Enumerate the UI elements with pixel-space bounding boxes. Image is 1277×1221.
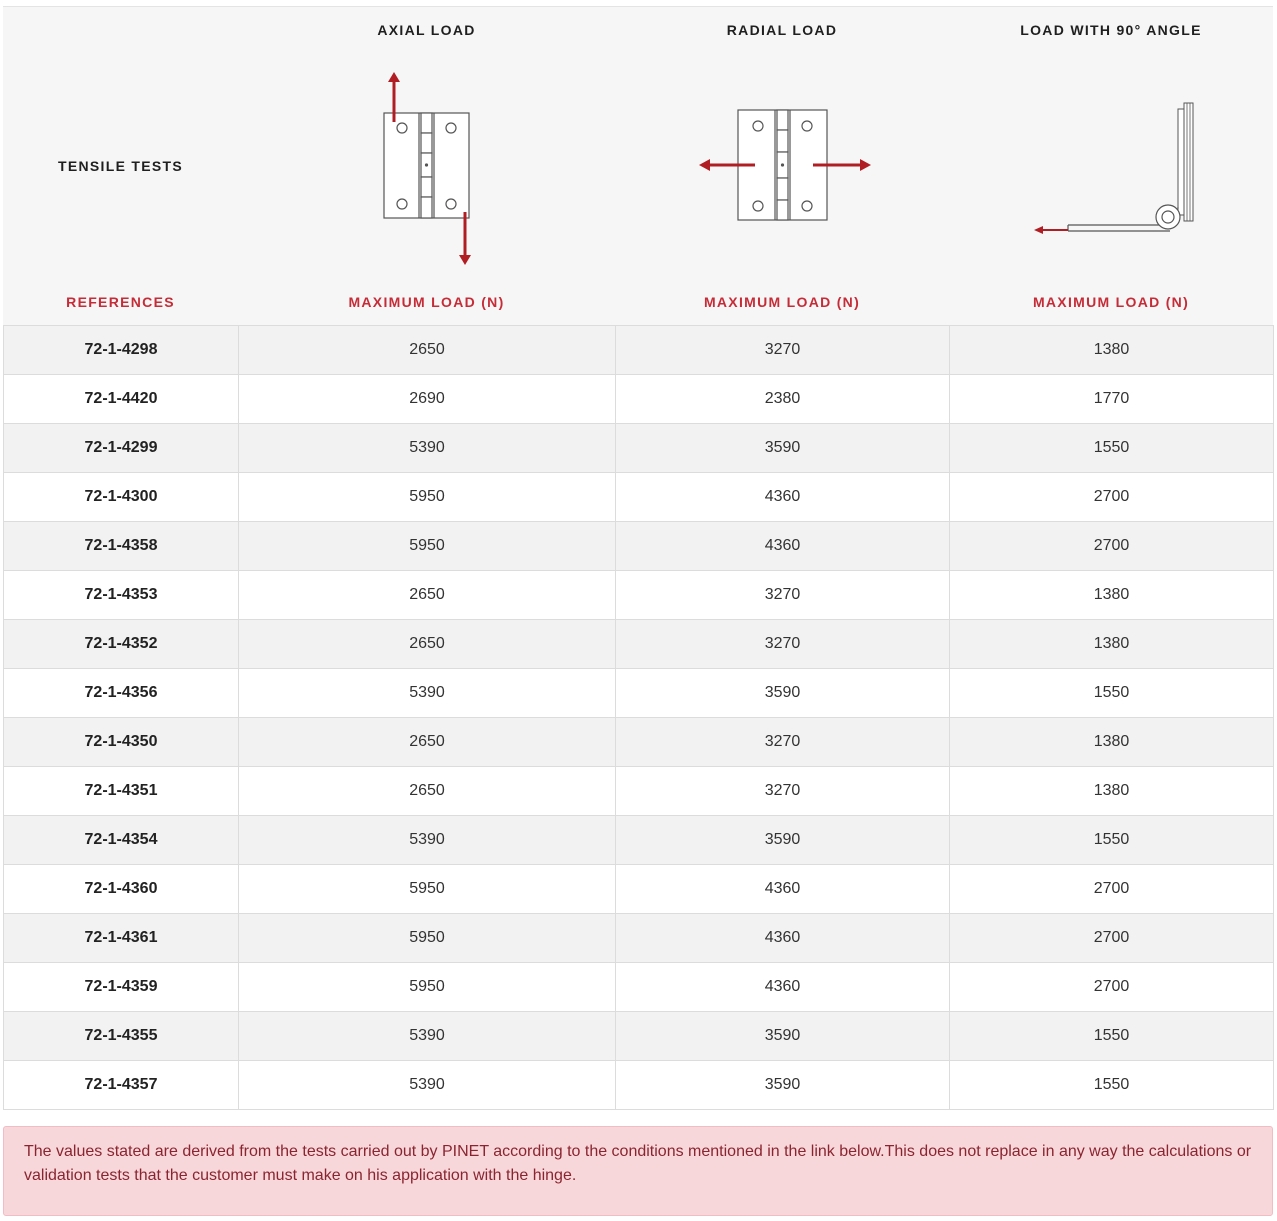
hinge-90-angle-load-icon xyxy=(1028,99,1198,239)
disclaimer-notice: The values stated are derived from the tests carried out by PINET according to the conditions mentioned in the link below.This does not replace in any way the calculations or validation tests that the customer must make on his application with the hinge. xyxy=(3,1126,1273,1216)
axial-max-load-header: MAXIMUM LOAD (N) xyxy=(348,294,505,310)
radial-load-cell: 3270 xyxy=(616,620,950,669)
table-row xyxy=(4,865,1274,914)
radial-load-cell: 4360 xyxy=(616,865,950,914)
axial-load-cell: 5950 xyxy=(239,522,616,571)
angle-load-cell: 1380 xyxy=(950,620,1274,669)
table-row xyxy=(4,326,1274,375)
table-row xyxy=(4,963,1274,1012)
angle-load-cell: 1550 xyxy=(950,1012,1274,1061)
reference-cell: 72-1-4358 xyxy=(4,522,239,571)
angle-load-cell: 1550 xyxy=(950,816,1274,865)
reference-cell: 72-1-4357 xyxy=(4,1061,239,1110)
reference-cell: 72-1-4300 xyxy=(4,473,239,522)
table-row xyxy=(4,718,1274,767)
table-row xyxy=(4,1012,1274,1061)
table-header xyxy=(3,6,1273,325)
references-header: REFERENCES xyxy=(66,294,175,310)
table-row xyxy=(4,620,1274,669)
axial-load-cell: 2690 xyxy=(239,375,616,424)
angle-load-cell: 2700 xyxy=(950,473,1274,522)
table-row xyxy=(4,1061,1274,1110)
tensile-tests-table xyxy=(3,6,1273,1110)
angle-load-title: LOAD WITH 90° ANGLE xyxy=(1020,22,1202,38)
axial-load-cell: 2650 xyxy=(239,718,616,767)
axial-load-title: AXIAL LOAD xyxy=(377,22,476,38)
angle-load-cell: 1550 xyxy=(950,669,1274,718)
axial-load-cell: 2650 xyxy=(239,326,616,375)
angle-load-cell: 1770 xyxy=(950,375,1274,424)
radial-load-cell: 3270 xyxy=(616,326,950,375)
radial-load-cell: 3270 xyxy=(616,767,950,816)
reference-cell: 72-1-4360 xyxy=(4,865,239,914)
angle-load-cell: 1380 xyxy=(950,767,1274,816)
axial-load-cell: 2650 xyxy=(239,571,616,620)
reference-cell: 72-1-4359 xyxy=(4,963,239,1012)
radial-max-load-header: MAXIMUM LOAD (N) xyxy=(703,294,861,310)
radial-load-cell: 3590 xyxy=(616,816,950,865)
reference-cell: 72-1-4420 xyxy=(4,375,239,424)
table-row xyxy=(4,522,1274,571)
reference-cell: 72-1-4298 xyxy=(4,326,239,375)
axial-load-cell: 5390 xyxy=(239,816,616,865)
radial-load-cell: 4360 xyxy=(616,522,950,571)
radial-load-title: RADIAL LOAD xyxy=(726,22,838,38)
axial-load-cell: 5390 xyxy=(239,669,616,718)
radial-load-cell: 4360 xyxy=(616,963,950,1012)
reference-cell: 72-1-4356 xyxy=(4,669,239,718)
table-row xyxy=(4,473,1274,522)
radial-load-cell: 3590 xyxy=(616,1012,950,1061)
reference-cell: 72-1-4353 xyxy=(4,571,239,620)
radial-load-cell: 2380 xyxy=(616,375,950,424)
axial-load-cell: 5950 xyxy=(239,473,616,522)
radial-load-cell: 3270 xyxy=(616,571,950,620)
axial-load-cell: 5390 xyxy=(239,1061,616,1110)
results-table xyxy=(3,325,1274,1110)
angle-load-cell: 1380 xyxy=(950,326,1274,375)
radial-load-cell: 4360 xyxy=(616,914,950,963)
radial-load-cell: 3590 xyxy=(616,1061,950,1110)
radial-load-cell: 3270 xyxy=(616,718,950,767)
reference-cell: 72-1-4299 xyxy=(4,424,239,473)
table-row xyxy=(4,669,1274,718)
table-row xyxy=(4,571,1274,620)
reference-cell: 72-1-4361 xyxy=(4,914,239,963)
angle-load-cell: 1550 xyxy=(950,424,1274,473)
axial-load-cell: 5950 xyxy=(239,914,616,963)
axial-load-cell: 5390 xyxy=(239,424,616,473)
table-row xyxy=(4,767,1274,816)
axial-load-cell: 2650 xyxy=(239,767,616,816)
axial-load-cell: 2650 xyxy=(239,620,616,669)
reference-cell: 72-1-4354 xyxy=(4,816,239,865)
radial-load-cell: 3590 xyxy=(616,669,950,718)
angle-load-cell: 1550 xyxy=(950,1061,1274,1110)
table-row xyxy=(4,816,1274,865)
angle-load-cell: 1380 xyxy=(950,718,1274,767)
reference-cell: 72-1-4355 xyxy=(4,1012,239,1061)
axial-load-cell: 5390 xyxy=(239,1012,616,1061)
table-row xyxy=(4,424,1274,473)
hinge-axial-load-icon xyxy=(373,62,483,272)
angle-load-cell: 2700 xyxy=(950,914,1274,963)
reference-cell: 72-1-4350 xyxy=(4,718,239,767)
tensile-tests-label: TENSILE TESTS xyxy=(57,158,184,174)
angle-load-cell: 1380 xyxy=(950,571,1274,620)
angle-load-cell: 2700 xyxy=(950,522,1274,571)
reference-cell: 72-1-4351 xyxy=(4,767,239,816)
table-row xyxy=(4,375,1274,424)
axial-load-cell: 5950 xyxy=(239,963,616,1012)
angle-max-load-header: MAXIMUM LOAD (N) xyxy=(1032,294,1190,310)
axial-load-cell: 5950 xyxy=(239,865,616,914)
angle-load-cell: 2700 xyxy=(950,963,1274,1012)
angle-load-cell: 2700 xyxy=(950,865,1274,914)
reference-cell: 72-1-4352 xyxy=(4,620,239,669)
table-row xyxy=(4,914,1274,963)
radial-load-cell: 4360 xyxy=(616,473,950,522)
radial-load-cell: 3590 xyxy=(616,424,950,473)
hinge-radial-load-icon xyxy=(693,102,875,232)
